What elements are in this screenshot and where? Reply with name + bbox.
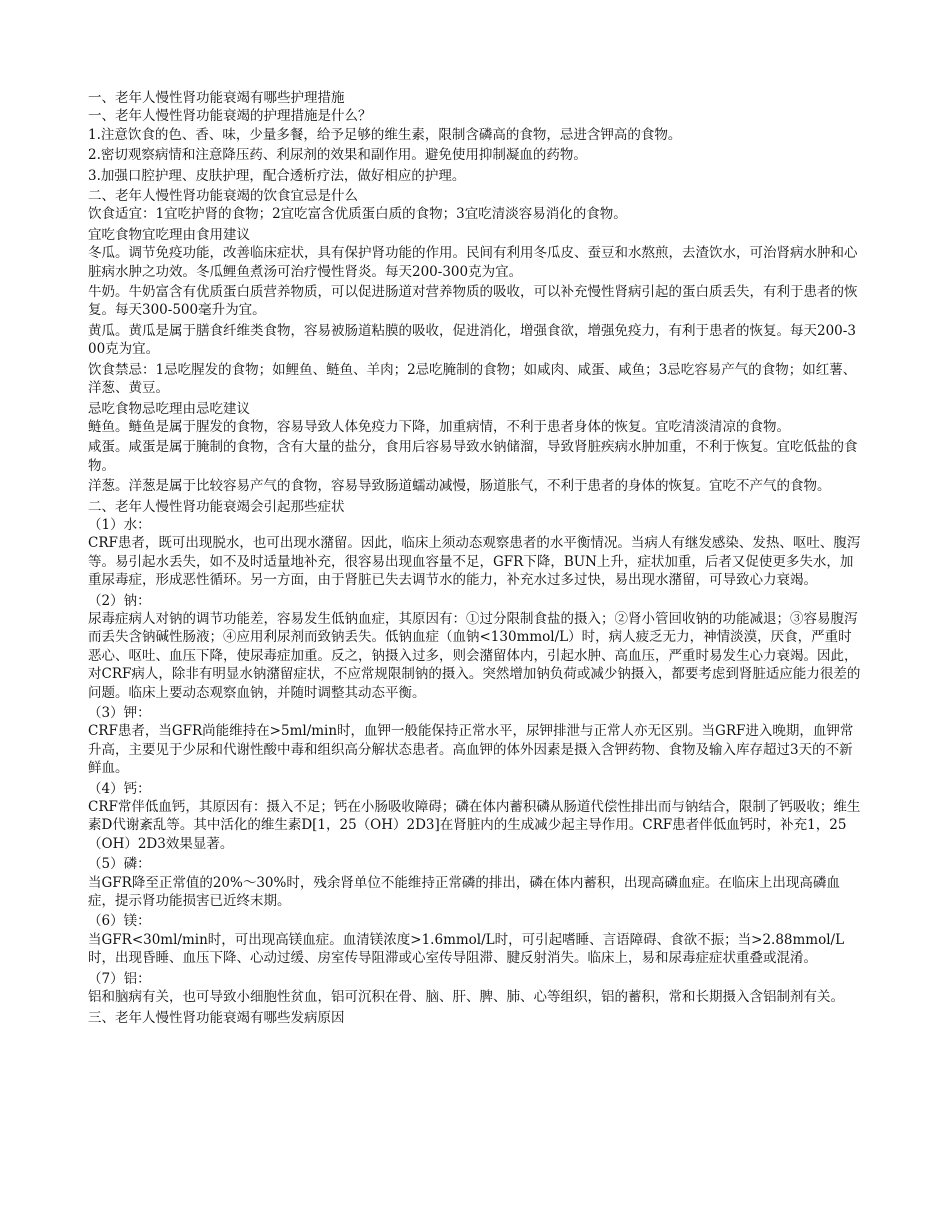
section-heading: 三、老年人慢性肾功能衰竭有哪些发病原因 [88, 1009, 345, 1026]
list-item: 1.注意饮食的色、香、味，少量多餐，给予足够的维生素，限制含磷高的食物，忌进含钾高的食物。 [88, 126, 682, 143]
paragraph: 铝和脑病有关，也可导致小细胞性贫血，铝可沉积在骨、脑、肝、脾、肺、心等组织，铝的蓄积，常和长期摄入含铝制剂有关。 [88, 989, 844, 1006]
paragraph: CRF患者，当GFR尚能维持在>5ml/min时，血钾一般能保持正常水平，尿钾排泄与正常人亦无区别。当GRF进入晚期，血钾常升高，主要见于少尿和代谢性酸中毒和组织高分解状态患者。高血钾的体外因素是摄入含钾药物、食物及输入库存超过3天的不新鲜血。 [88, 723, 854, 777]
paragraph: 咸蛋。咸蛋是属于腌制的食物，含有大量的盐分，食用后容易导致水钠储溜，导致肾脏疾病水肿加重，不利于恢复。宜吃低盐的食物。 [88, 439, 858, 474]
paragraph: 当GFR降至正常值的20%～30%时，残余肾单位不能维持正常磷的排出，磷在体内蓄积，出现高磷血症。在临床上出现高磷血症，提示肾功能损害已近终末期。 [88, 874, 840, 910]
paragraph: 牛奶。牛奶富含有优质蛋白质营养物质，可以促进肠道对营养物质的吸收，可以补充慢性肾病引起的蛋白质丢失，有利于患者的恢复。每天300-500毫升为宜。 [88, 284, 858, 319]
subheading: （7）铝： [88, 970, 151, 987]
subheading: （6）镁： [88, 913, 151, 930]
subheading: （3）钾： [88, 705, 151, 721]
subheading: （2）钠： [88, 592, 151, 609]
paragraph: 饮食适宜：1宜吃护肾的食物；2宜吃富含优质蛋白质的食物；3宜吃清淡容易消化的食物。 [88, 206, 627, 223]
paragraph: CRF常伴低血钙，其原因有：摄入不足；钙在小肠吸收障碍；磷在体内蓄积磷从肠道代偿性排出而与钠结合，限制了钙吸收；维生素D代谢紊乱等。其中活化的维生素D[1，25（OH）2D3]在肾脏内的生成减少起主导作用。CRF患者伴低血钙时，补充1，25（OH）2D3效果显著。 [88, 799, 861, 852]
paragraph: 当GFR<30ml/min时，可出现高镁血症。血清镁浓度>1.6mmol/L时，可引起嗜睡、言语障碍、食欲不振；当>2.88mmol/L时，出现昏睡、血压下降、心动过缓、房室传导阻滞或心室传导阻滞、腱反射消失。临床上，易和尿毒症症状重叠或混淆。 [88, 931, 845, 967]
subheading: 忌吃食物忌吃理由忌吃建议 [88, 400, 250, 417]
subheading: （5）磷： [88, 856, 151, 873]
subheading: 一、老年人慢性肾功能衰竭的护理措施是什么？ [88, 108, 372, 125]
paragraph: 饮食禁忌：1忌吃腥发的食物；如鲤鱼、鲢鱼、羊肉；2忌吃腌制的食物；如咸肉、咸蛋、咸鱼；3忌吃容易产气的食物；如红薯、洋葱、黄豆。 [88, 361, 857, 397]
list-item: 3.加强口腔护理、皮肤护理，配合透析疗法，做好相应的护理。 [88, 167, 466, 184]
subheading: （4）钙： [88, 780, 151, 797]
paragraph: 洋葱。洋葱是属于比较容易产气的食物，容易导致肠道蠕动减慢，肠道胀气，不利于患者的身体的恢复。宜吃不产气的食物。 [88, 478, 831, 495]
paragraph: 鲢鱼。鲢鱼是属于腥发的食物，容易导致人体免疫力下降，加重病情，不利于患者身体的恢复。宜吃清淡清凉的食物。 [88, 418, 790, 435]
list-item: 2.密切观察病情和注意降压药、利尿剂的效果和副作用。避免使用抑制凝血的药物。 [88, 147, 587, 164]
section-heading: 二、老年人慢性肾功能衰竭的饮食宜忌是什么 [88, 188, 358, 205]
paragraph: 尿毒症病人对钠的调节功能差，容易发生低钠血症，其原因有：①过分限制食盐的摄入；②肾小管回收钠的功能减退；③容易腹泻而丢失含钠碱性肠液；④应用利尿剂而致钠丢失。低钠血症（血钠<130mmol/L）时，病人疲乏无力，神情淡漠，厌食，严重时恶心、呕吐、血压下降，使尿毒症加重。反之，钠摄入过多，则会潴留体内，引起水肿、高血压，严重时易发生心力衰竭。因此，对CRF病人，除非有明显水钠潴留症状，不应常规限制钠的摄入。突然增加钠负荷或减少钠摄入，都要考虑到肾脏适应能力很差的问题。临床上要动态观察血钠，并随时调整其动态平衡。 [88, 610, 861, 701]
paragraph: 冬瓜。调节免疫功能，改善临床症状，具有保护肾功能的作用。民间有利用冬瓜皮、蚕豆和水熬煎，去渣饮水，可治肾病水肿和心脏病水肿之功效。冬瓜鲤鱼煮汤可治疗慢性肾炎。每天200-300克为宜。 [88, 245, 858, 280]
section-heading: 二、老年人慢性肾功能衰竭会引起那些症状 [88, 498, 345, 515]
subheading: （1）水： [88, 516, 151, 533]
paragraph: 黄瓜。黄瓜是属于膳食纤维类食物，容易被肠道粘膜的吸收，促进消化，增强食欲，增强免疫力，有利于患者的恢复。每天200-300克为宜。 [88, 322, 856, 358]
subheading: 宜吃食物宜吃理由食用建议 [88, 226, 250, 243]
section-heading: 一、老年人慢性肾功能衰竭有哪些护理措施 [88, 90, 345, 106]
paragraph: CRF患者，既可出现脱水，也可出现水潴留。因此，临床上须动态观察患者的水平衡情况。当病人有继发感染、发热、呕吐、腹泻等。易引起水丢失，如不及时适量地补充，很容易出现血容量不足，GFR下降，BUN上升，症状加重，后者又促使更多失水，加重尿毒症，形成恶性循环。另一方面，由于肾脏已失去调节水的能力，补充水过多过快，易出现水潴留，可导致心力衰竭。 [88, 535, 861, 589]
